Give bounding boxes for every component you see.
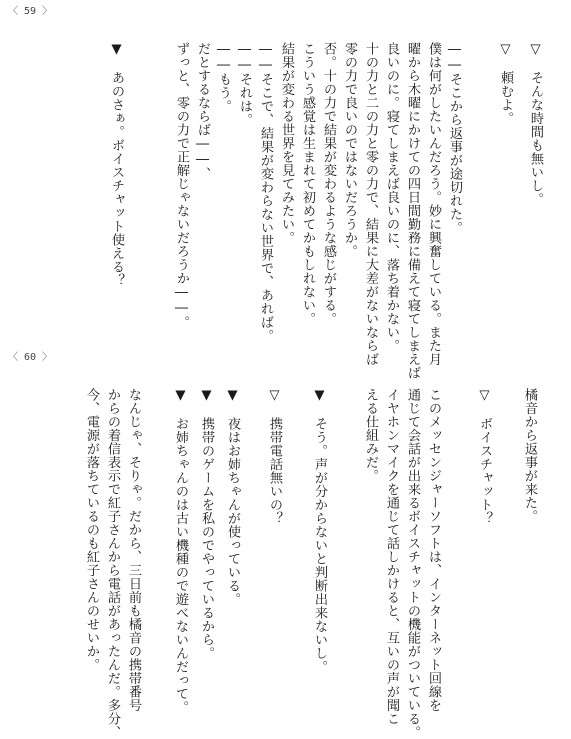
chat-line: ▼ 夜はお姉ちゃんが使っている。	[225, 388, 240, 606]
text-line: このメッセンジャーソフトは、インターネット回線を	[426, 388, 441, 712]
text-line: ――それは。	[237, 42, 252, 127]
text-line: 良いのに。寝てしまえば良いのに、落ち着かない。	[384, 42, 399, 353]
text-line: 零の力で良いのではないだろうか。	[342, 42, 357, 258]
chat-line: ▼ あのさぁ。ボイスチャット使える？	[109, 42, 124, 287]
chat-line: ▽ そんな時間も無いし。	[528, 42, 543, 206]
text-line: える仕組みだ。	[363, 388, 378, 483]
text-line: からの着信表示で紅子さんから電話があったんだ。多分、	[105, 388, 120, 739]
text-line: 今、電源が落ちているのも紅子さんのせいか。	[84, 388, 99, 672]
text-line: ――もう。	[216, 42, 231, 114]
text-line: 十の力と二の力と零の力で、結果に大差がないならば	[363, 42, 378, 366]
text-line: 通じて会話が出来るボイスチャットの機能がついている。	[405, 388, 420, 739]
chat-line: ▽ ボイスチャット？	[477, 388, 492, 525]
chat-line: ▼ 携帯のゲームを私のでやっているから。	[199, 388, 214, 660]
text-line: 橘音から返事が来た。	[522, 388, 537, 523]
chat-line: ▼ お姉ちゃんのは古い機種ので遊べないんだって。	[173, 388, 188, 714]
text-line: イヤホンマイクを通じて話しかけると、互いの声が聞こ	[384, 388, 399, 726]
text-line: なんじゃ、そりゃ。だから、三日前も橘音の携帯番号	[126, 388, 141, 712]
text-line: こういう感覚は生まれて初めてかもしれない。	[300, 42, 315, 326]
chat-line: ▼ そう。声が分からないと判断出来ないし。	[312, 388, 327, 674]
text-line: ――そこで、結果が変わらない世界で、あれば。	[258, 42, 273, 343]
text-line: だとするならば――、	[195, 42, 210, 181]
text-line: 否。十の力で結果が変わるような感じがする。	[321, 42, 336, 326]
text-line: 結果が変わる世界を見てみたい。	[279, 42, 294, 245]
text-line: ずっと、零の力で正解じゃないだろうか――。	[174, 42, 189, 330]
text-line: 僕は何がしたいんだろう。妙に興奮している。また月	[426, 42, 441, 366]
chat-line: ▽ 携帯電話無いの？	[267, 388, 282, 525]
page-number: 〈 60 〉	[8, 352, 53, 363]
text-line: 曜から木曜にかけての四日間勤務に備えて寝てしまえば	[405, 42, 420, 380]
chat-line: ▽ 頼むよ。	[498, 42, 513, 125]
page-60	[0, 346, 571, 739]
page-number: 〈 59 〉	[8, 6, 53, 17]
text-line: ――そこから返事が途切れた。	[447, 42, 462, 235]
